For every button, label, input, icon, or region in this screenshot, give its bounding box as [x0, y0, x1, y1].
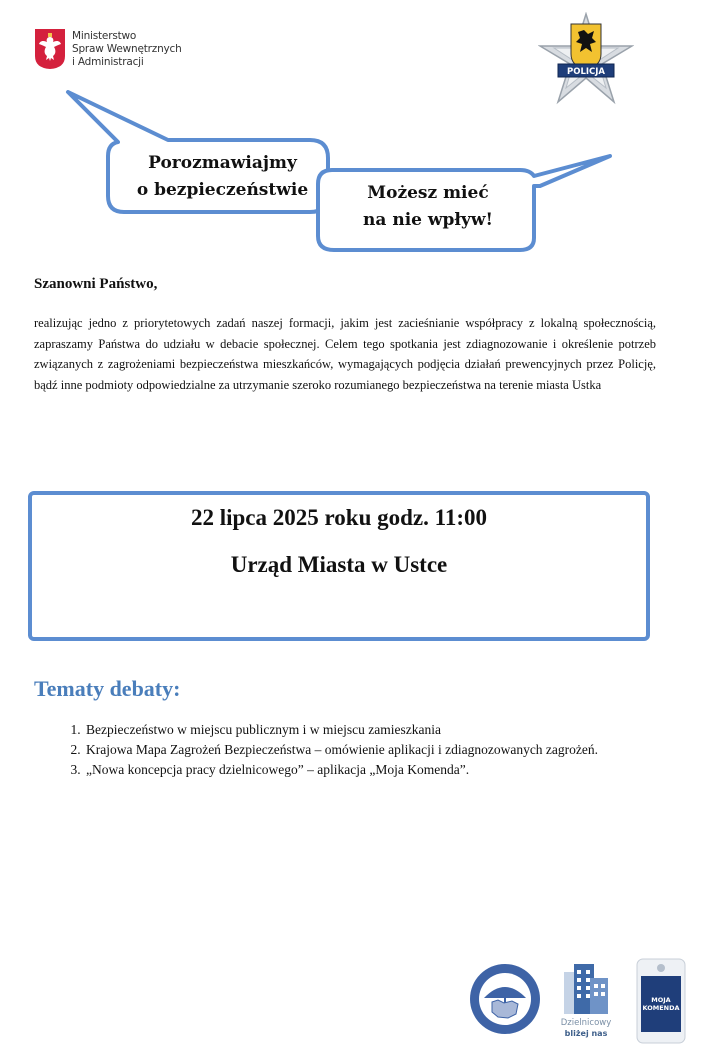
app-label-line-1: MOJA [651, 996, 671, 1004]
bubble-shapes [0, 90, 703, 260]
ministry-name [72, 30, 182, 69]
bubble-left-line-1: Porozmawiajmy [148, 153, 297, 173]
bubble-left-line-2: o bezpieczeństwie [136, 180, 309, 200]
ministry-line-3: i Administracji [72, 56, 144, 68]
moja-komenda-app-logo [636, 958, 686, 1044]
intro-paragraph: realizując jedno z priorytetowych zadań naszej formacji, jakim jest zacieśnianie współpracy z lokalną społecznością, zapraszamy Państwa do udziału w debacie społecznej. Celem tego spotkania jest zdiagnozowanie i określenie potrzeb związanych z zagrożeniami bezpieczeństwa mieszkańców, wymagających podjęcia działań prewencyjnych przez Policję, bądź inne podmioty odpowiedzialne za utrzymanie szeroko rozumianego bezpieczeństwa na terenie miasta Ustka [34, 316, 656, 392]
dzielnicowy-logo [560, 962, 612, 1042]
buildings-icon [560, 962, 612, 1016]
bubble-left-text [115, 150, 330, 204]
ministry-line-1: Ministerstwo [72, 30, 137, 42]
app-label-line-2: KOMENDA [642, 1004, 680, 1012]
bubble-right-text [322, 180, 534, 234]
list-item: 2. Krajowa Mapa Zagrożeń Bezpieczeństwa – omówienie aplikacji i zdiagnozowanych zagrożeń. [84, 740, 644, 760]
ministry-line-2: Spraw Wewnętrznych [72, 43, 182, 55]
list-item: 1. Bezpieczeństwo w miejscu publicznym i w miejscu zamieszkania [84, 720, 644, 740]
event-date: 22 lipca 2025 roku godz. 11:00 [190, 505, 488, 530]
bubble-right-line-2: na nie wpływ! [363, 210, 493, 230]
umbrella-poland-map-icon [468, 962, 542, 1036]
polish-eagle-icon [34, 28, 66, 70]
greeting: Szanowni Państwo, [34, 276, 158, 292]
police-star-icon [540, 14, 632, 102]
event-box [28, 491, 650, 641]
topics-list [56, 720, 644, 780]
bubble-right-line-1: Możesz mieć [367, 183, 489, 203]
event-place: Urząd Miasta w Ustce [230, 552, 448, 577]
ministry-logo [34, 26, 204, 74]
dzielnicowy-caption: Dzielnicowy [560, 1018, 612, 1028]
list-item: 3. „Nowa koncepcja pracy dzielnicowego” – aplikacja „Moja Komenda”. [84, 760, 644, 780]
dzielnicowy-tagline: bliżej nas [564, 1029, 608, 1038]
police-label: POLICJA [566, 67, 606, 77]
speech-bubbles [0, 90, 703, 260]
topics-title: Tematy debaty: [34, 676, 181, 701]
